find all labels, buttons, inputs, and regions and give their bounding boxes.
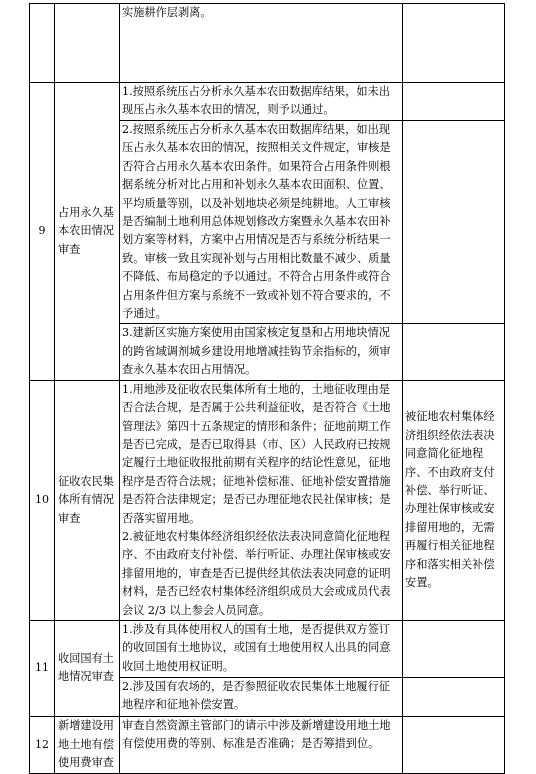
table-row-10 [30, 380, 505, 620]
table-row-continuation [30, 4, 505, 83]
row-remark [403, 324, 505, 380]
row-remark [403, 121, 505, 324]
row-remark [403, 4, 505, 83]
row-content-item: 1.涉及有具体使用权人的国有土地，是否提供双方签订的收回国有土地协议，或国有土地使用权人出具的同意收回土地使用权证明。 [120, 620, 403, 677]
row-number: 10 [30, 380, 55, 620]
row-number: 12 [30, 716, 55, 773]
row-number [30, 4, 55, 83]
row-item-name: 征收农民集体所有情况审查 [55, 380, 120, 620]
row-content-item: 1.按照系统压占分析永久基本农田数据库结果，如未出现压占永久基本农田的情况，则予以通过。 [120, 83, 403, 121]
row-remark [403, 677, 505, 716]
row-content-item: 2.按照系统压占分析永久基本农田数据库结果，如出现压占永久基本农田的情况，按照相关文件规定，审核是否符合占用永久基本农田条件。如果符合占用条件则根据系统分析对比占用和补划永久基本农田面积、位置、平均质量等别，以及补划地块必须是纯耕地。人工审核是否编制土地利用总体规划修改方案暨永久基本农田补划方案等材料，方案中占用情况是否与系统分析结果一致。审核一致且实现补划与占用相比数量不减少、质量不降低、布局稳定的予以通过。不符合占用条件或符合占用条件但方案与系统不一致或补划不符合要求的，不予通过。 [120, 121, 403, 324]
row-remark [403, 716, 505, 773]
row-content: 审查自然资源主管部门的请示中涉及新增建设用地土地有偿使用费的等别、标准是否准确；是否筹措到位。 [120, 716, 403, 773]
table-row-9 [30, 83, 505, 121]
row-remark [403, 83, 505, 121]
row-remark: 被征地农村集体经济组织经依法表决同意简化征地程序、不由政府支付补偿、举行听证、办理社保审核或安排留用地的，无需再履行相关征地程序和落实相关补偿安置。 [403, 380, 505, 620]
row-content: 1.用地涉及征收农民集体所有土地的，土地征收理由是否合法合规，是否属于公共利益征收，是否符合《土地管理法》第四十五条规定的情形和条件；征地前期工作是否已完成，是否已取得县（市、区）人民政府已按规定履行土地征收报批前期有关程序的结论性意见，征地程序是否符合法规；征地补偿标准、征地补偿安置措施是否符合法律规定；是否已办理征地农民社保审核；是否落实留用地。 2.被征地农村集体经济组织经依法表决同意简化征地程序、不由政府支付补偿、举行听证、办理社保审核或安排留用地的，审查是否已提供经其依法表决同意的证明材料，是否已经农村集体经济组织成员大会或成员代表会议 2/3 以上参会人员同意。 [120, 380, 403, 620]
row-content-item: 2.涉及国有农场的，是否参照征收农民集体土地履行征地程序和征地补偿安置。 [120, 677, 403, 716]
row-item-name: 新增建设用地土地有偿使用费审查 [55, 716, 120, 773]
row-remark [403, 620, 505, 677]
row-content-item: 3.建新区实施方案使用由国家核定复垦和占用地块情况的跨省域调剂城乡建设用地增减挂钩节余指标的，须审查永久基本农田占用情况。 [120, 324, 403, 380]
row-item-name: 收回国有土地情况审查 [55, 620, 120, 716]
table-row-12 [30, 716, 505, 773]
row-item-name [55, 4, 120, 83]
row-content: 实施耕作层剥离。 [120, 4, 403, 83]
row-item-name: 占用永久基本农田情况审查 [55, 83, 120, 381]
review-table [29, 3, 505, 774]
row-number: 9 [30, 83, 55, 381]
row-number: 11 [30, 620, 55, 716]
table-row-11 [30, 620, 505, 677]
